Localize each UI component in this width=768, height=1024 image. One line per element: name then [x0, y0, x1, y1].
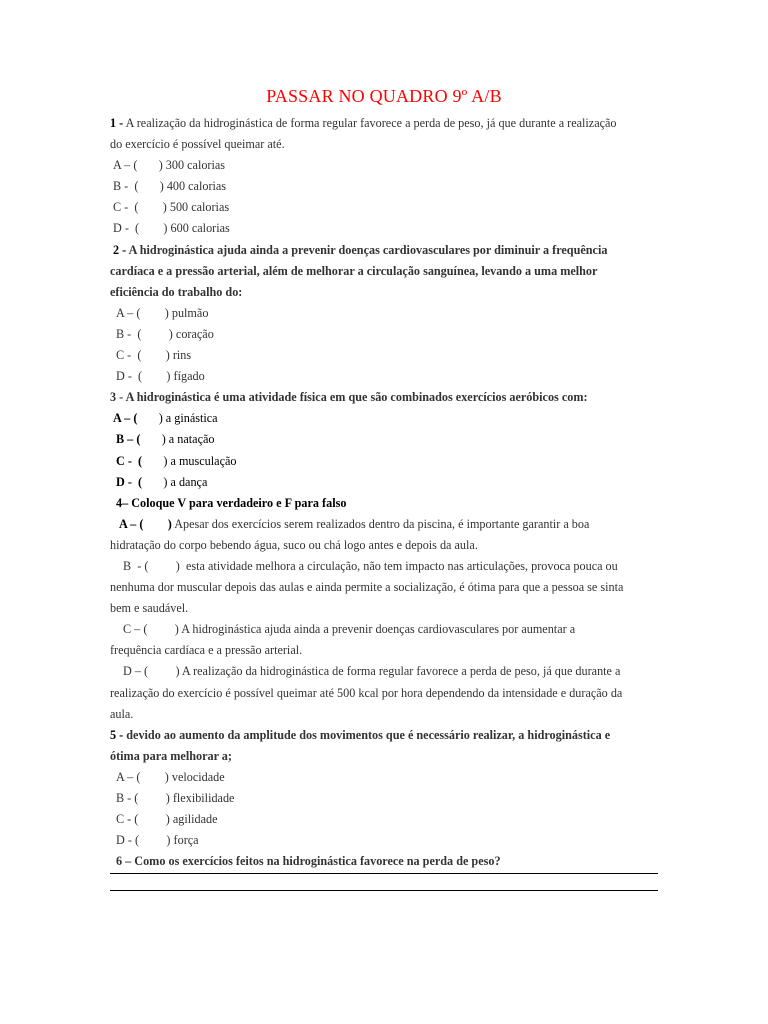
question-1-text: A realização da hidroginástica de forma regular favorece a perda de peso, já que durante a realização [125, 116, 617, 130]
answer-line-2 [110, 890, 658, 891]
question-5 [110, 725, 660, 746]
question-2-text: A hidroginástica ajuda ainda a prevenir doenças cardiovasculares por diminuir a frequência [128, 242, 608, 257]
question-5-option-d: D - ( ) força [116, 833, 199, 848]
question-2-text-cont-2: eficiência do trabalho do: [110, 284, 243, 299]
question-4-item-c: C – ( ) A hidroginástica ajuda ainda a prevenir doenças cardiovasculares por aumentar a [123, 622, 576, 637]
question-3-option-c-letter: C - ( [116, 453, 143, 468]
question-4-item-d: D – ( ) A realização da hidroginástica de forma regular favorece a perda de peso, já que durante a [123, 664, 621, 679]
question-4-item-b: B - ( ) esta atividade melhora a circulação, não tem impacto nas articulações, provoca pouca ou [123, 558, 618, 573]
question-1-number: 1 - [110, 116, 124, 130]
question-4-item-d-cont: realização do exercício é possível queimar até 500 kcal por hora dependendo da intensidade e duração da [110, 685, 623, 700]
page-title: PASSAR NO QUADRO 9º A/B [266, 86, 502, 106]
question-5-number: 5 - [110, 727, 124, 742]
question-3-option-a-letter: A – ( [113, 411, 138, 426]
question-1-text-cont: do exercício é possível queimar até. [110, 137, 285, 152]
question-5-text: devido ao aumento da amplitude dos movimentos que é necessário realizar, a hidroginástica e [126, 727, 611, 742]
question-3-option-a-text: ) a ginástica [137, 411, 218, 426]
question-4-item-b-cont-2: bem e saudável. [110, 601, 189, 616]
question-3-option-d-text: ) a dança [142, 474, 208, 489]
question-4-item-a [110, 514, 660, 535]
document-content [110, 113, 660, 872]
question-5-text-cont: ótima para melhorar a; [110, 748, 232, 763]
question-4: 4– Coloque V para verdadeiro e F para falso [116, 495, 347, 510]
question-2 [110, 240, 660, 261]
question-1-option-a: A – ( ) 300 calorias [113, 158, 226, 173]
question-2-number: 2 - [113, 242, 127, 257]
question-4-item-b-cont: nenhuma dor muscular depois das aulas e ainda permite a socialização, é ótima para que a pessoa se sinta [110, 580, 624, 595]
question-1-option-b: B - ( ) 400 calorias [113, 179, 227, 194]
question-4-item-a-text: Apesar dos exercícios serem realizados dentro da piscina, é importante garantir a boa [174, 516, 590, 531]
question-2-text-cont: cardíaca e a pressão arterial, além de melhorar a circulação sanguínea, levando a uma melhor [110, 263, 598, 278]
question-4-item-d-cont-2: aula. [110, 706, 134, 721]
question-3-option-a [110, 408, 660, 429]
question-4-item-a-label: A – ( ) [119, 516, 172, 531]
question-1-option-c: C - ( ) 500 calorias [113, 200, 230, 215]
question-2-option-c: C - ( ) rins [116, 348, 192, 363]
question-3-option-d-letter: D - ( [116, 474, 143, 489]
question-1-option-d: D - ( ) 600 calorias [113, 221, 230, 236]
question-2-option-a: A – ( ) pulmão [116, 305, 209, 320]
question-3-option-b [110, 429, 660, 450]
answer-line-1 [110, 873, 658, 874]
question-4-item-a-cont: hidratação do corpo bebendo água, suco ou chá logo antes e depois da aula. [110, 537, 478, 552]
question-5-option-c: C - ( ) agilidade [116, 812, 218, 827]
question-1 [110, 113, 660, 134]
question-5-option-a: A – ( ) velocidade [116, 769, 225, 784]
question-3-option-c [110, 451, 660, 472]
question-2-option-b: B - ( ) coração [116, 326, 214, 341]
question-3-option-b-text: ) a natação [140, 432, 215, 447]
question-6: 6 – Como os exercícios feitos na hidroginástica favorece na perda de peso? [116, 854, 501, 869]
question-3-option-d [110, 472, 660, 493]
question-4-item-c-cont: frequência cardíaca e a pressão arterial. [110, 643, 303, 658]
question-5-option-b: B - ( ) flexibilidade [116, 791, 235, 805]
question-3-option-b-letter: B – ( [116, 432, 141, 447]
question-2-option-d: D - ( ) fígado [116, 369, 205, 384]
question-3-option-c-text: ) a musculação [142, 453, 237, 468]
question-3: 3 - A hidroginástica é uma atividade física em que são combinados exercícios aeróbicos com: [110, 390, 588, 405]
